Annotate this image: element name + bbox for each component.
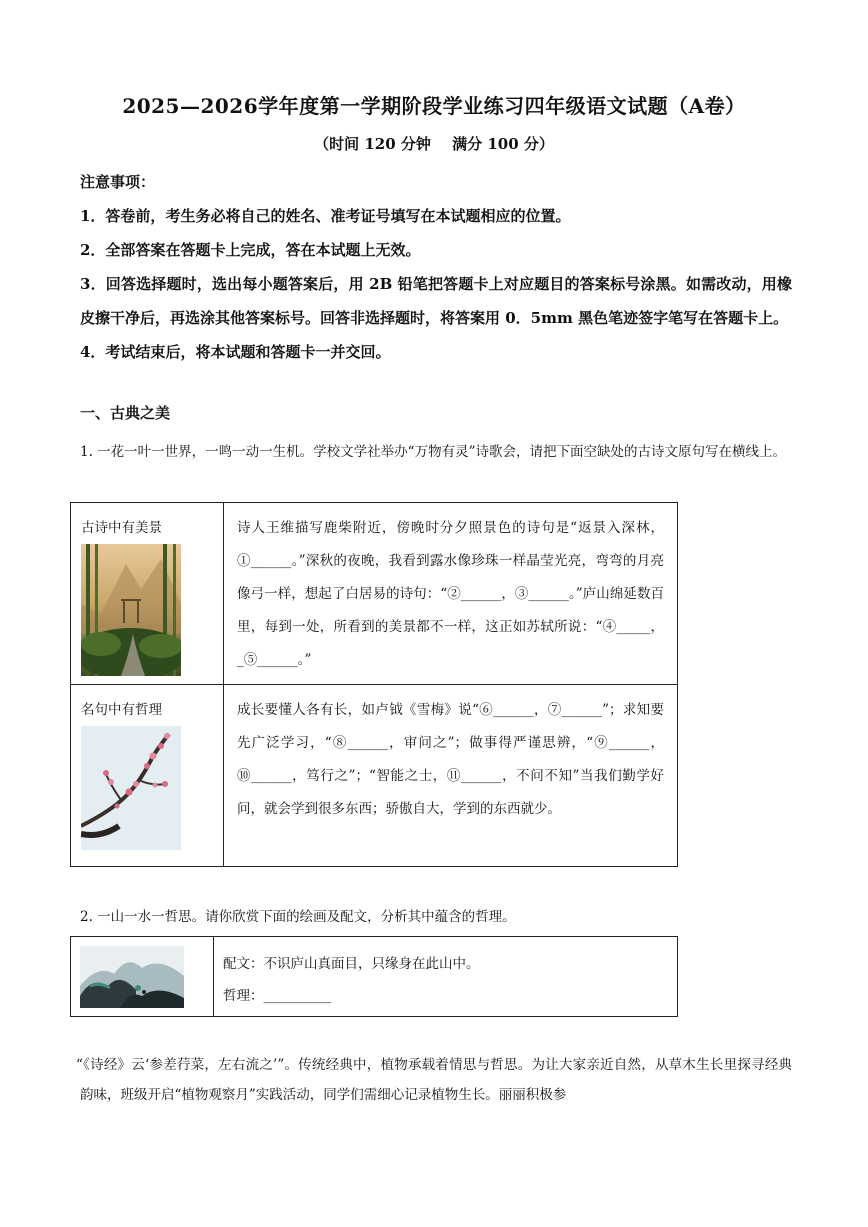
lushan-ink-painting <box>80 946 184 1008</box>
question-2-text: 2. 一山一水一哲思。请你欣赏下面的绘画及配文，分析其中蕴含的哲理。 <box>80 909 516 925</box>
plum-blossom-painting <box>81 726 181 850</box>
exam-score: 满分 100 分） <box>452 135 554 153</box>
q2-image-cell <box>71 937 214 1017</box>
exam-time: （时间 120 分钟 <box>314 135 431 153</box>
row-1-right-cell <box>224 503 678 685</box>
notes-item: 2．全部答案在答题卡上完成，答在本试题上无效。 <box>80 241 421 259</box>
question-1-text: 1. 一花一叶一世界，一鸣一动一生机。学校文学社举办“万物有灵”诗歌会，请把下面空缺处的古诗文原句写在横线上。 <box>80 444 786 460</box>
row-1-text: 诗人王维描写鹿柴附近，傍晚时分夕照景色的诗句是“返景入深林，①______。”深秋的夜晚，我看到露水像珍珠一样晶莹光亮，弯弯的月亮像弓一样，想起了白居易的诗句：“②______，③______。”庐山绵延数百里，每到一处，所看到的美景都不一样，这正如苏轼所说：“④_____，_⑤______。” <box>237 520 664 668</box>
reading-passage: “《诗经》云‘参差荇菜，左右流之’”。传统经典中，植物承载着情思与哲思。为让大家亲近自然，从草木生长里探寻经典韵味，班级开启“植物观察月”实践活动，同学们需细心记录植物生长。丽丽积极参 <box>76 1057 792 1103</box>
q2-caption: 配文：不识庐山真面目，只缘身在此山中。 <box>223 956 480 972</box>
q2-text-cell <box>214 937 678 1017</box>
section-heading: 一、古典之美 <box>80 404 171 422</box>
notes-heading: 注意事项： <box>80 173 156 191</box>
notes-block <box>80 165 792 369</box>
exam-subtitle <box>0 133 868 154</box>
row-1-left-cell <box>71 503 224 685</box>
notes-item: 3．回答选择题时，选出每小题答案后，用 2B 铅笔把答题卡上对应题目的答案标号涂黑。如需改动，用橡皮擦干净后，再选涂其他答案标号。回答非选择题时，将答案用 0．5mm 黑色笔迹签字笔写在答题卡上。 <box>80 275 792 327</box>
row-1-label: 古诗中有美景 <box>81 520 162 536</box>
notes-item: 1．答卷前，考生务必将自己的姓名、准考证号填写在本试题相应的位置。 <box>80 207 571 225</box>
bamboo-forest-painting <box>81 544 181 676</box>
row-2-left-cell <box>71 685 224 867</box>
question-2-table <box>70 936 678 1017</box>
q2-philosophy: 哲理：__________ <box>223 988 331 1004</box>
notes-item: 4．考试结束后，将本试题和答题卡一并交回。 <box>80 343 391 361</box>
exam-title: 2025—2026学年度第一学期阶段学业练习四年级语文试题（A卷） <box>122 94 746 118</box>
row-2-right-cell <box>224 685 678 867</box>
question-1-table <box>70 502 678 867</box>
row-2-text: 成长要懂人各有长，如卢钺《雪梅》说“⑥______，⑦______”；求知要先广泛学习，“⑧______，审问之”；做事得严谨思辨，“⑨______，⑩______，笃行之”；“智能之士，⑪______，不问不知”当我们勤学好问，就会学到很多东西；骄傲自大，学到的东西就少。 <box>237 702 664 817</box>
row-2-label: 名句中有哲理 <box>81 702 162 718</box>
